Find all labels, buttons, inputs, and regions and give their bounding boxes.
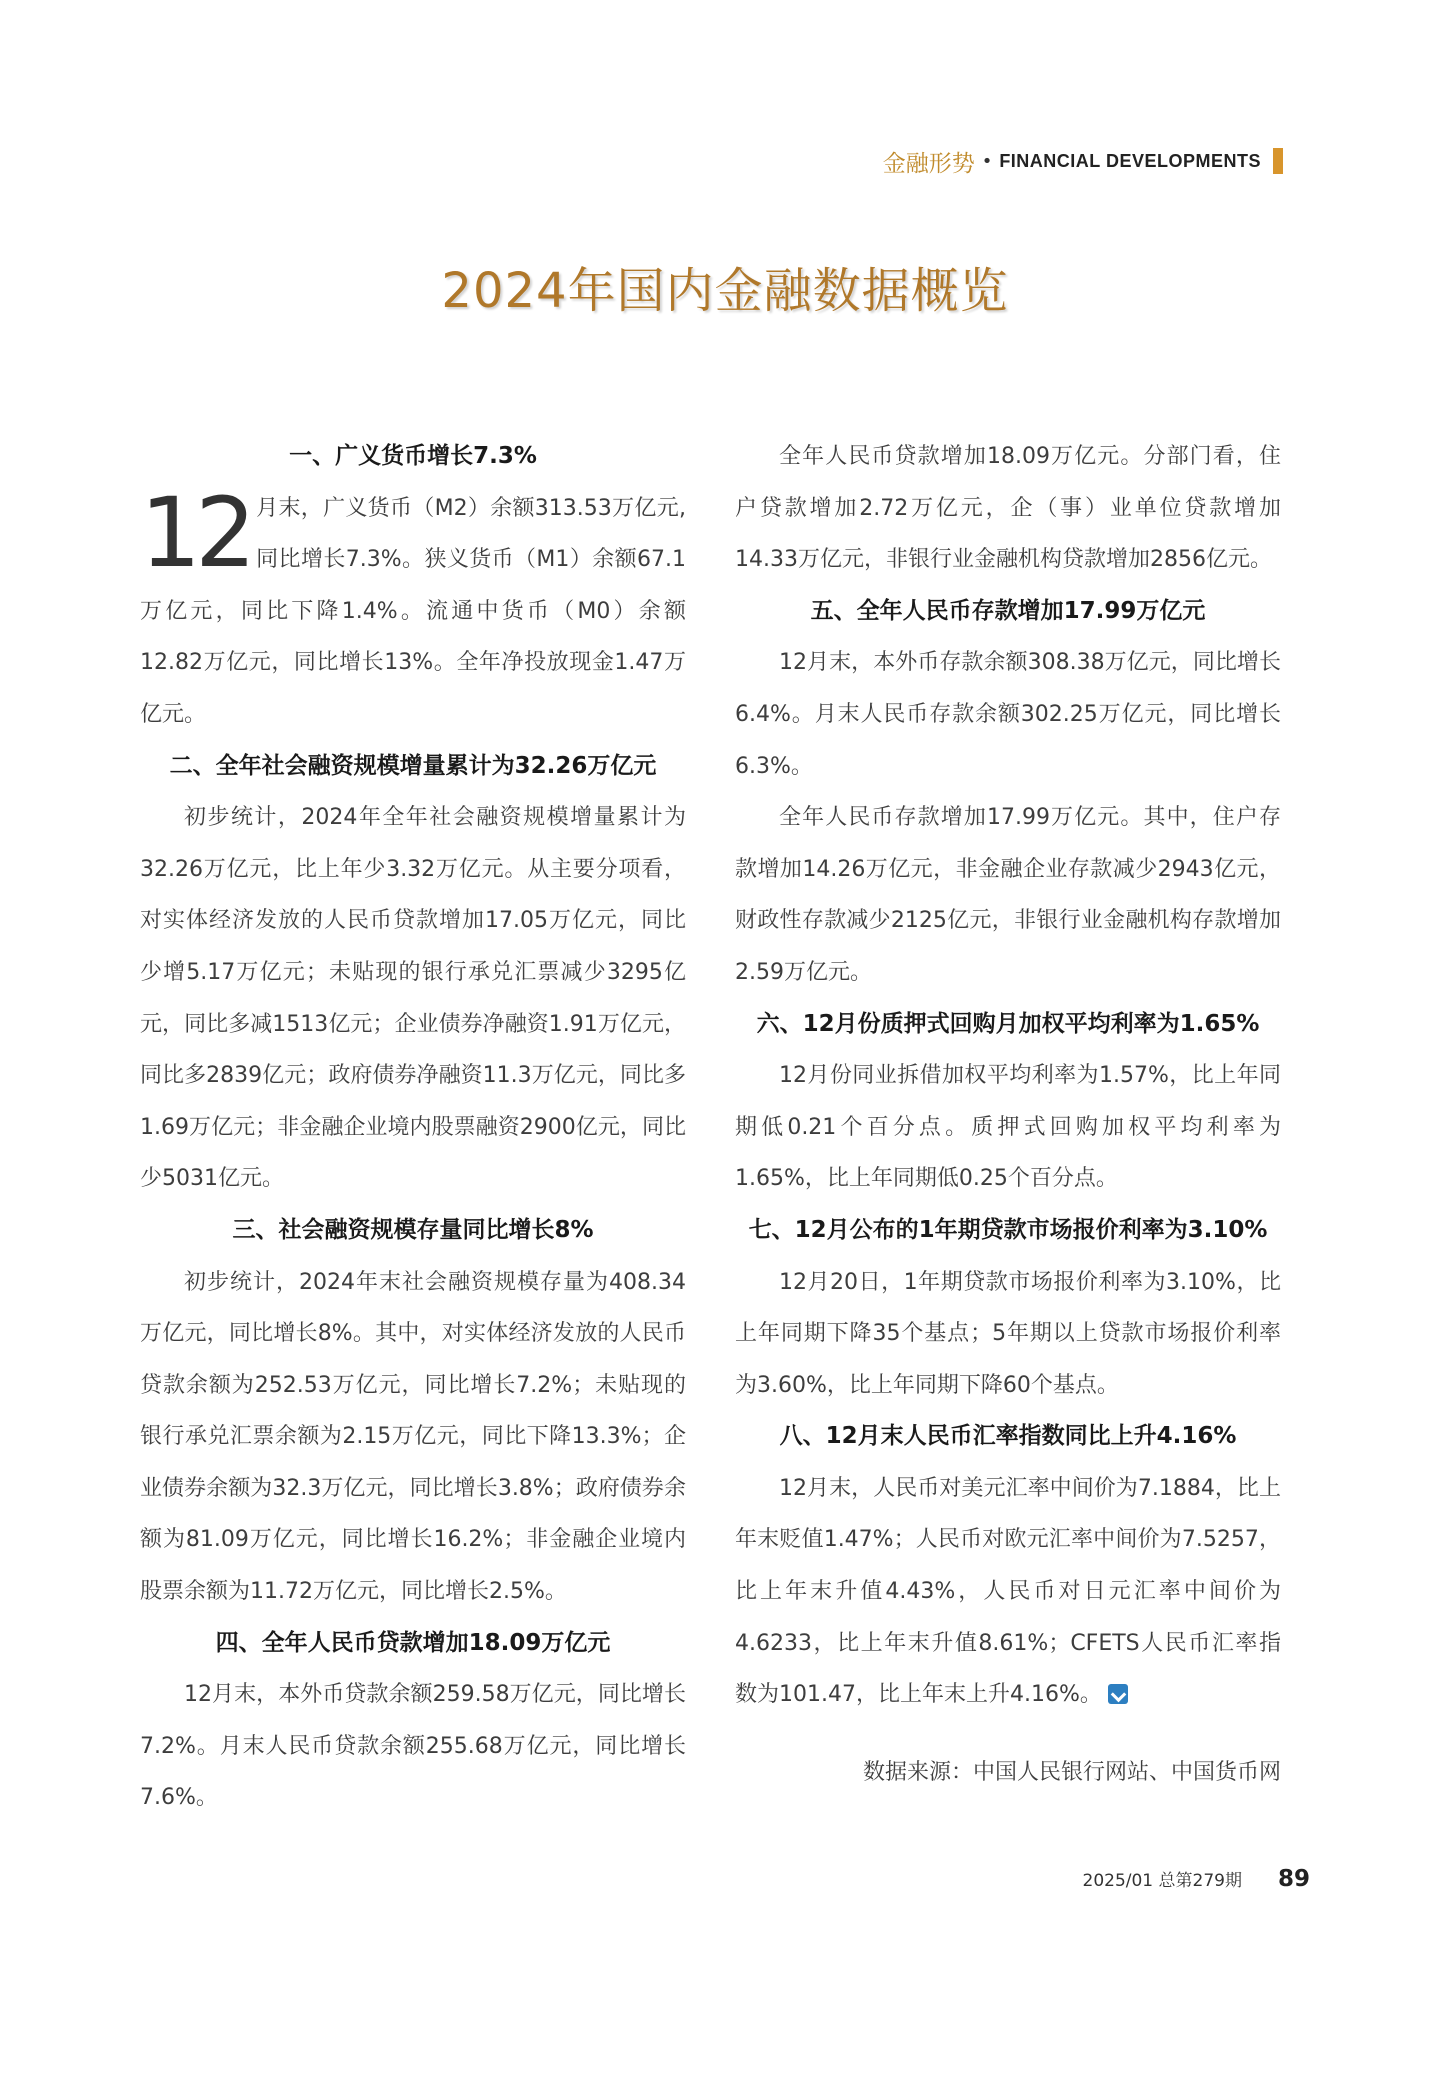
section-name-cn: 金融形势 bbox=[882, 150, 975, 177]
section-5-paragraph-1: 12月末，本外币存款余额308.38万亿元，同比增长6.4%。月末人民币存款余额302.25万亿元，同比增长6.3%。 bbox=[735, 650, 1281, 779]
article-title: 2024年国内金融数据概览 bbox=[441, 263, 1009, 319]
section-name-en: FINANCIAL DEVELOPMENTS bbox=[999, 150, 1261, 171]
data-source: 数据来源：中国人民银行网站、中国货币网 bbox=[862, 1759, 1281, 1785]
section-4-paragraph-1: 12月末，本外币贷款余额259.58万亿元，同比增长7.2%。月末人民币贷款余额255.68万亿元，同比增长7.6%。 bbox=[140, 1682, 686, 1811]
section-heading-3: 三、社会融资规模存量同比增长8% bbox=[232, 1216, 594, 1243]
section-8-paragraph bbox=[735, 1463, 1281, 1721]
section-3-paragraph: 初步统计，2024年末社会融资规模存量为408.34万亿元，同比增长8%。其中，对实体经济发放的人民币贷款余额为252.53万亿元，同比增长7.2%；未贴现的银行承兑汇票余额为2.15万亿元，同比下降13.3%；企业债券余额为32.3万亿元，同比增长3.8%；政府债券余额为81.09万亿元，同比增长16.2%；非金融企业境内股票余额为11.72万亿元，同比增长2.5%。 bbox=[140, 1269, 686, 1605]
section-7-paragraph: 12月20日，1年期贷款市场报价利率为3.10%，比上年同期下降35个基点；5年期以上贷款市场报价利率为3.60%，比上年同期下降60个基点。 bbox=[735, 1269, 1281, 1398]
section-5-paragraph-2: 全年人民币存款增加17.99万亿元。其中，住户存款增加14.26万亿元，非金融企业存款减少2943亿元，财政性存款减少2125亿元，非银行业金融机构存款增加2.59万亿元。 bbox=[735, 805, 1281, 985]
section-heading-6: 六、12月份质押式回购月加权平均利率为1.65% bbox=[756, 1010, 1260, 1037]
page-footer bbox=[1083, 1866, 1311, 1892]
section-heading-4: 四、全年人民币贷款增加18.09万亿元 bbox=[215, 1629, 611, 1656]
section-heading-2: 二、全年社会融资规模增量累计为32.26万亿元 bbox=[169, 752, 657, 779]
section-heading-8: 八、12月末人民币汇率指数同比上升4.16% bbox=[779, 1423, 1237, 1450]
page-number: 89 bbox=[1277, 1866, 1310, 1892]
section-heading-5: 五、全年人民币存款增加17.99万亿元 bbox=[810, 597, 1206, 624]
header-accent-bar bbox=[1273, 148, 1283, 174]
section-1-paragraph bbox=[140, 476, 686, 741]
section-heading-1: 一、广义货币增长7.3% bbox=[289, 443, 537, 469]
drop-cap: 12 bbox=[140, 476, 251, 589]
section-heading-7: 七、12月公布的1年期贷款市场报价利率为3.10% bbox=[748, 1216, 1268, 1243]
section-8-text: 12月末，人民币对美元汇率中间价为7.1884，比上年末贬值1.47%；人民币对欧元汇率中间价为7.5257，比上年末升值4.43%，人民币对日元汇率中间价为4.6233，比上年末升值8.61%；CFETS人民币汇率指数为101.47，比上年末上升4.16%。 bbox=[735, 1475, 1281, 1708]
end-mark-icon bbox=[1108, 1684, 1128, 1704]
running-header bbox=[883, 146, 1283, 176]
left-column bbox=[140, 431, 686, 1824]
issue-info: 2025/01 总第279期 bbox=[1082, 1871, 1242, 1891]
section-2-paragraph: 初步统计，2024年全年社会融资规模增量累计为32.26万亿元，比上年少3.32万亿元。从主要分项看，对实体经济发放的人民币贷款增加17.05万亿元，同比少增5.17万亿元；未贴现的银行承兑汇票减少3295亿元，同比多减1513亿元；企业债券净融资1.91万亿元，同比多2839亿元；政府债券净融资11.3万亿元，同比多1.69万亿元；非金融企业境内股票融资2900亿元，同比少5031亿元。 bbox=[140, 805, 686, 1192]
header-bullet: • bbox=[981, 150, 993, 172]
right-column bbox=[735, 431, 1281, 1798]
section-6-paragraph: 12月份同业拆借加权平均利率为1.57%，比上年同期低0.21个百分点。质押式回购加权平均利率为1.65%，比上年同期低0.25个百分点。 bbox=[735, 1063, 1281, 1192]
section-4-paragraph-2: 全年人民币贷款增加18.09万亿元。分部门看，住户贷款增加2.72万亿元，企（事）业单位贷款增加14.33万亿元，非银行业金融机构贷款增加2856亿元。 bbox=[735, 444, 1281, 573]
section-1-text: 月末，广义货币（M2）余额313.53万亿元,同比增长7.3%。狭义货币（M1）余额67.1万亿元，同比下降1.4%。流通中货币（M0）余额12.82万亿元，同比增长13%。全年净投放现金1.47万亿元。 bbox=[140, 495, 686, 727]
